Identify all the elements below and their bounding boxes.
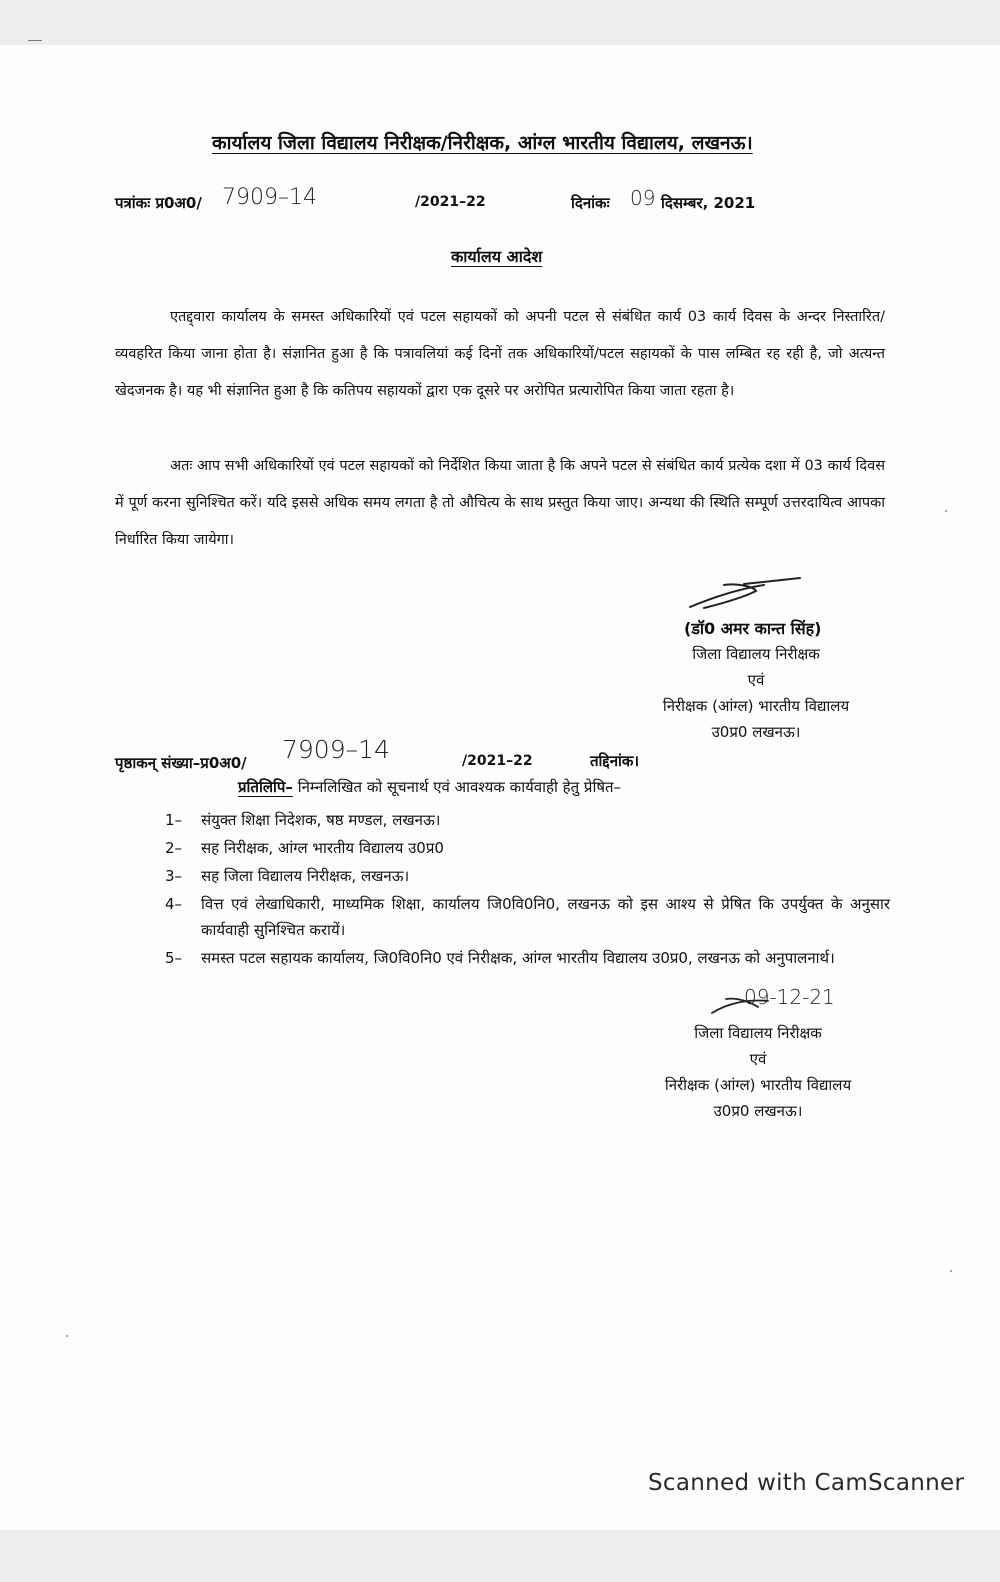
- date-day-handwritten: 09: [630, 186, 656, 210]
- signature-date-handwritten: 09-12-21: [744, 985, 835, 1009]
- signatory-conjunction-2: एवं: [749, 1050, 767, 1068]
- date-month-year: दिसम्बर, 2021: [661, 194, 756, 212]
- signatory-designation-4: निरीक्षक (आंग्ल) भारतीय विद्यालय: [664, 1076, 852, 1094]
- list-item-text: सह निरीक्षक, आंग्ल भारतीय विद्यालय उ0प्र0: [201, 839, 444, 857]
- signatory-designation-2: निरीक्षक (आंग्ल) भारतीय विद्यालय: [662, 697, 850, 715]
- scan-speck: [945, 510, 947, 512]
- list-item-number: 3–: [165, 867, 183, 885]
- patrank-label: पत्रांकः प्र0अ0/: [115, 194, 202, 212]
- copy-label: प्रतिलिपि–: [238, 778, 293, 796]
- copy-intro: निम्नलिखित को सूचनार्थ एवं आवश्यक कार्यवाही हेतु प्रेषित–: [297, 778, 622, 796]
- endorsement-year: /2021–22: [462, 753, 533, 769]
- list-item-number: 4–: [165, 895, 183, 913]
- patrank-year: /2021–22: [415, 194, 486, 210]
- endorsement-label: पृष्ठाकन् संख्या–प्र0अ0/: [115, 754, 247, 772]
- signatory-designation-3: जिला विद्यालय निरीक्षक: [694, 1024, 822, 1042]
- scan-speck: [66, 1335, 68, 1337]
- endorsement-number-handwritten: 7909–14: [282, 735, 390, 764]
- signatory-designation-1: जिला विद्यालय निरीक्षक: [692, 645, 820, 663]
- scanner-watermark: Scanned with CamScanner: [648, 1470, 965, 1496]
- list-item-text: संयुक्त शिक्षा निदेशक, षष्ठ मण्डल, लखनऊ।: [201, 811, 441, 829]
- scan-speck: [950, 1270, 952, 1272]
- scan-edge-mark: [28, 40, 42, 41]
- signatory-location-2: उ0प्र0 लखनऊ।: [713, 1102, 803, 1120]
- signature-scribble-1: [684, 575, 804, 613]
- list-item-number: 2–: [165, 839, 183, 857]
- list-item: [165, 863, 890, 891]
- list-item-number: 5–: [165, 949, 183, 967]
- list-item: [165, 835, 890, 863]
- signatory-name: (डॉ0 अमर कान्त सिंह): [684, 619, 822, 638]
- order-heading: कार्यालय आदेश: [451, 247, 543, 266]
- endorsement-date: तद्दिनांक।: [590, 752, 640, 770]
- office-title: कार्यालय जिला विद्यालय निरीक्षक/निरीक्षक, आंग्ल भारतीय विद्यालय, लखनऊ।: [212, 132, 753, 154]
- patrank-number-handwritten: 7909–14: [222, 185, 317, 210]
- date-label: दिनांकः: [571, 194, 610, 212]
- document-page: [0, 45, 1000, 1530]
- copy-line: [238, 777, 621, 797]
- list-item: [165, 891, 890, 945]
- list-item-number: 1–: [165, 811, 183, 829]
- signatory-location-1: उ0प्र0 लखनऊ।: [711, 723, 801, 741]
- order-paragraph-2: अतः आप सभी अधिकारियों एवं पटल सहायकों को निर्देशित किया जाता है कि अपने पटल से संबंधित कार्य प्रत्येक दशा में 03 कार्य दिवस में पूर्ण करना सुनिश्चित करें। यदि इससे अधिक समय लगता है तो औचित्य के साथ प्रस्तुत किया जाए। अन्यथा की स्थिति सम्पूर्ण उत्तरदायित्व आपका निर्धारित किया जायेगा।: [115, 458, 885, 548]
- list-item-text: सह जिला विद्यालय निरीक्षक, लखनऊ।: [201, 867, 410, 885]
- signatory-conjunction-1: एवं: [747, 671, 765, 689]
- list-item: [165, 807, 890, 835]
- list-item-text: समस्त पटल सहायक कार्यालय, जि0वि0नि0 एवं निरीक्षक, आंग्ल भारतीय विद्यालय उ0प्र0, लखनऊ को अनुपालनार्थ।: [201, 949, 835, 967]
- list-item-text: वित्त एवं लेखाधिकारी, माध्यमिक शिक्षा, कार्यालय जि0वि0नि0, लखनऊ को इस आश्य से प्रेषित कि उपर्युक्त के अनुसार कार्यवाही सुनिश्चित करायें।: [201, 895, 890, 939]
- order-paragraph-1: एतद्द्वारा कार्यालय के समस्त अधिकारियों एवं पटल सहायकों को अपनी पटल से संबंधित कार्य 03 कार्य दिवस के अन्दर निस्तारित/व्यवहरित किया जाना होता है। संज्ञानित हुआ है कि पत्रावलियां कई दिनों तक अधिकारियों/पटल सहायकों के पास लम्बित रह रही है, जो अत्यन्त खेदजनक है। यह भी संज्ञानित हुआ है कि कतिपय सहायकों द्वारा एक दूसरे पर अरोपित प्रत्यारोपित किया जाता रहता है।: [115, 309, 886, 399]
